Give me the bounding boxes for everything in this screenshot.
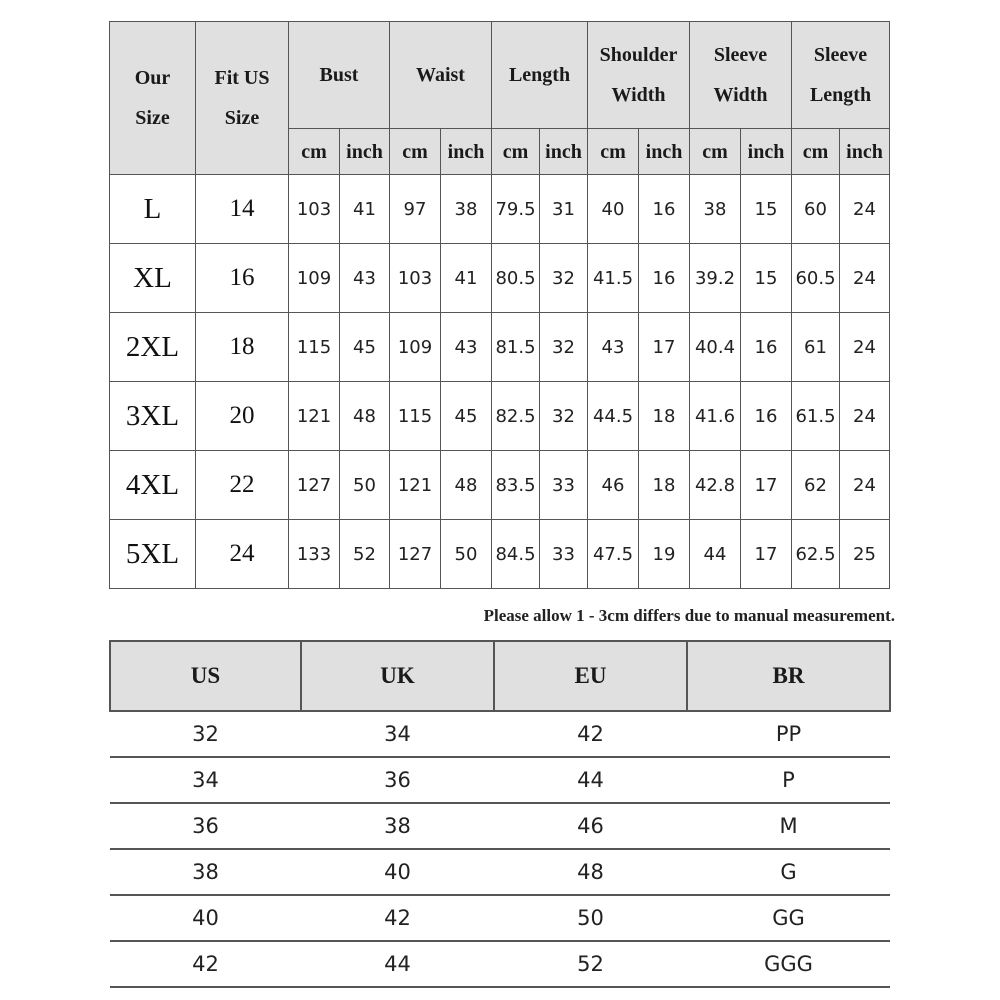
waist-inch-cell: 41 xyxy=(441,244,492,313)
shoulder-cm-cell: 40 xyxy=(588,175,639,244)
sleeve-width-cm-cell: 41.6 xyxy=(690,382,741,451)
length-inch-cell: 31 xyxy=(540,175,588,244)
uk-cell: 38 xyxy=(301,803,494,849)
uk-cell: 42 xyxy=(301,895,494,941)
our-size-cell: 2XL xyxy=(110,313,196,382)
waist-inch-cell: 38 xyxy=(441,175,492,244)
size-header-row xyxy=(110,22,890,129)
unit-inch: inch xyxy=(639,129,690,175)
length-inch-cell: 32 xyxy=(540,244,588,313)
waist-cm-cell: 115 xyxy=(390,382,441,451)
us-cell: 42 xyxy=(110,941,301,987)
conversion-row xyxy=(110,757,890,803)
our-size-cell: 4XL xyxy=(110,451,196,520)
unit-inch: inch xyxy=(540,129,588,175)
sleeve-width-inch-cell: 15 xyxy=(741,244,792,313)
sleeve-length-inch-cell: 24 xyxy=(840,244,890,313)
br-cell: PP xyxy=(687,711,890,757)
header-our-size: Our Size xyxy=(110,22,196,175)
size-conversion-table xyxy=(109,640,891,988)
conversion-row xyxy=(110,711,890,757)
unit-cm: cm xyxy=(390,129,441,175)
sleeve-length-cm-cell: 62 xyxy=(792,451,840,520)
sleeve-length-inch-cell: 25 xyxy=(840,520,890,589)
bust-inch-cell: 45 xyxy=(340,313,390,382)
our-size-cell: 3XL xyxy=(110,382,196,451)
bust-inch-cell: 41 xyxy=(340,175,390,244)
bust-inch-cell: 43 xyxy=(340,244,390,313)
sleeve-width-inch-cell: 17 xyxy=(741,520,792,589)
length-cm-cell: 84.5 xyxy=(492,520,540,589)
unit-cm: cm xyxy=(792,129,840,175)
header-shoulder-width: Shoulder Width xyxy=(588,22,690,129)
shoulder-cm-cell: 41.5 xyxy=(588,244,639,313)
length-cm-cell: 79.5 xyxy=(492,175,540,244)
bust-cm-cell: 109 xyxy=(289,244,340,313)
unit-inch: inch xyxy=(840,129,890,175)
conversion-row xyxy=(110,803,890,849)
length-inch-cell: 33 xyxy=(540,520,588,589)
uk-cell: 34 xyxy=(301,711,494,757)
br-cell: GG xyxy=(687,895,890,941)
unit-cm: cm xyxy=(588,129,639,175)
bust-cm-cell: 121 xyxy=(289,382,340,451)
eu-cell: 46 xyxy=(494,803,687,849)
sleeve-width-inch-cell: 17 xyxy=(741,451,792,520)
shoulder-inch-cell: 17 xyxy=(639,313,690,382)
us-cell: 34 xyxy=(110,757,301,803)
shoulder-cm-cell: 47.5 xyxy=(588,520,639,589)
sleeve-length-inch-cell: 24 xyxy=(840,451,890,520)
size-row xyxy=(110,451,890,520)
header-uk: UK xyxy=(301,641,494,711)
waist-cm-cell: 109 xyxy=(390,313,441,382)
header-sleeve-length: Sleeve Length xyxy=(792,22,890,129)
size-row xyxy=(110,313,890,382)
sleeve-length-cm-cell: 60 xyxy=(792,175,840,244)
shoulder-inch-cell: 19 xyxy=(639,520,690,589)
uk-cell: 40 xyxy=(301,849,494,895)
waist-cm-cell: 97 xyxy=(390,175,441,244)
unit-inch: inch xyxy=(741,129,792,175)
shoulder-cm-cell: 46 xyxy=(588,451,639,520)
sleeve-width-inch-cell: 15 xyxy=(741,175,792,244)
waist-cm-cell: 121 xyxy=(390,451,441,520)
our-size-cell: XL xyxy=(110,244,196,313)
shoulder-cm-cell: 43 xyxy=(588,313,639,382)
eu-cell: 48 xyxy=(494,849,687,895)
size-row xyxy=(110,382,890,451)
br-cell: G xyxy=(687,849,890,895)
bust-inch-cell: 48 xyxy=(340,382,390,451)
conversion-row xyxy=(110,895,890,941)
header-fit-us-size: Fit US Size xyxy=(196,22,289,175)
shoulder-inch-cell: 16 xyxy=(639,244,690,313)
header-eu: EU xyxy=(494,641,687,711)
shoulder-cm-cell: 44.5 xyxy=(588,382,639,451)
us-cell: 40 xyxy=(110,895,301,941)
uk-cell: 44 xyxy=(301,941,494,987)
unit-cm: cm xyxy=(289,129,340,175)
sleeve-width-cm-cell: 44 xyxy=(690,520,741,589)
sleeve-length-cm-cell: 62.5 xyxy=(792,520,840,589)
eu-cell: 50 xyxy=(494,895,687,941)
waist-cm-cell: 127 xyxy=(390,520,441,589)
conversion-row xyxy=(110,849,890,895)
unit-cm: cm xyxy=(690,129,741,175)
waist-inch-cell: 50 xyxy=(441,520,492,589)
waist-cm-cell: 103 xyxy=(390,244,441,313)
sleeve-length-cm-cell: 61.5 xyxy=(792,382,840,451)
header-br: BR xyxy=(687,641,890,711)
bust-cm-cell: 103 xyxy=(289,175,340,244)
eu-cell: 44 xyxy=(494,757,687,803)
waist-inch-cell: 45 xyxy=(441,382,492,451)
sleeve-width-cm-cell: 42.8 xyxy=(690,451,741,520)
sleeve-length-inch-cell: 24 xyxy=(840,175,890,244)
length-cm-cell: 81.5 xyxy=(492,313,540,382)
unit-inch: inch xyxy=(340,129,390,175)
sleeve-width-inch-cell: 16 xyxy=(741,313,792,382)
size-chart-table xyxy=(109,21,890,589)
sleeve-width-cm-cell: 40.4 xyxy=(690,313,741,382)
fit-us-size-cell: 14 xyxy=(196,175,289,244)
size-row xyxy=(110,175,890,244)
sleeve-length-cm-cell: 61 xyxy=(792,313,840,382)
header-sleeve-width: Sleeve Width xyxy=(690,22,792,129)
length-inch-cell: 32 xyxy=(540,382,588,451)
waist-inch-cell: 48 xyxy=(441,451,492,520)
bust-cm-cell: 133 xyxy=(289,520,340,589)
br-cell: GGG xyxy=(687,941,890,987)
us-cell: 32 xyxy=(110,711,301,757)
length-cm-cell: 82.5 xyxy=(492,382,540,451)
fit-us-size-cell: 16 xyxy=(196,244,289,313)
shoulder-inch-cell: 18 xyxy=(639,451,690,520)
sleeve-width-inch-cell: 16 xyxy=(741,382,792,451)
length-cm-cell: 80.5 xyxy=(492,244,540,313)
unit-cm: cm xyxy=(492,129,540,175)
bust-inch-cell: 50 xyxy=(340,451,390,520)
sleeve-width-cm-cell: 38 xyxy=(690,175,741,244)
sleeve-length-inch-cell: 24 xyxy=(840,382,890,451)
fit-us-size-cell: 24 xyxy=(196,520,289,589)
eu-cell: 52 xyxy=(494,941,687,987)
br-cell: P xyxy=(687,757,890,803)
sleeve-length-inch-cell: 24 xyxy=(840,313,890,382)
header-us: US xyxy=(110,641,301,711)
length-inch-cell: 33 xyxy=(540,451,588,520)
sleeve-width-cm-cell: 39.2 xyxy=(690,244,741,313)
size-row xyxy=(110,244,890,313)
us-cell: 36 xyxy=(110,803,301,849)
bust-cm-cell: 127 xyxy=(289,451,340,520)
header-waist: Waist xyxy=(390,22,492,129)
conversion-row xyxy=(110,941,890,987)
unit-inch: inch xyxy=(441,129,492,175)
conversion-header-row xyxy=(110,641,890,711)
bust-cm-cell: 115 xyxy=(289,313,340,382)
size-row xyxy=(110,520,890,589)
fit-us-size-cell: 20 xyxy=(196,382,289,451)
our-size-cell: 5XL xyxy=(110,520,196,589)
eu-cell: 42 xyxy=(494,711,687,757)
sleeve-length-cm-cell: 60.5 xyxy=(792,244,840,313)
header-bust: Bust xyxy=(289,22,390,129)
our-size-cell: L xyxy=(110,175,196,244)
br-cell: M xyxy=(687,803,890,849)
uk-cell: 36 xyxy=(301,757,494,803)
measurement-note: Please allow 1 - 3cm differs due to manual measurement. xyxy=(483,606,895,625)
header-length: Length xyxy=(492,22,588,129)
length-cm-cell: 83.5 xyxy=(492,451,540,520)
us-cell: 38 xyxy=(110,849,301,895)
waist-inch-cell: 43 xyxy=(441,313,492,382)
fit-us-size-cell: 22 xyxy=(196,451,289,520)
bust-inch-cell: 52 xyxy=(340,520,390,589)
shoulder-inch-cell: 18 xyxy=(639,382,690,451)
shoulder-inch-cell: 16 xyxy=(639,175,690,244)
fit-us-size-cell: 18 xyxy=(196,313,289,382)
length-inch-cell: 32 xyxy=(540,313,588,382)
